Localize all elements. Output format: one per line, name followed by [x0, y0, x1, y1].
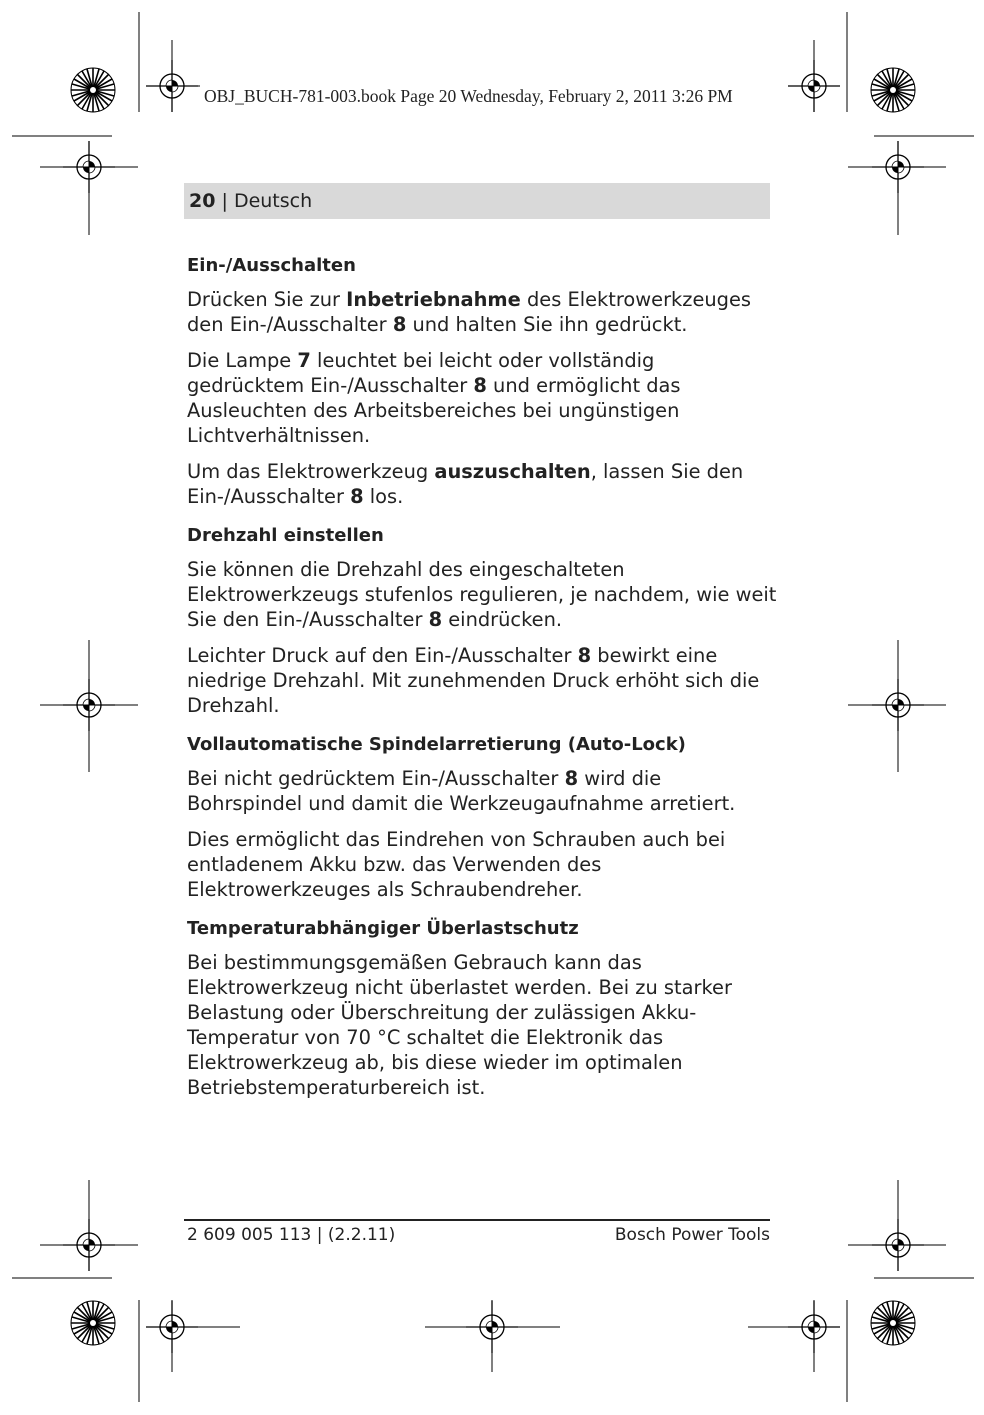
footer-rule [184, 1219, 770, 1221]
body-paragraph [187, 950, 777, 1100]
bold-text: auszuschalten [434, 460, 591, 483]
print-header-line: OBJ_BUCH-781-003.book Page 20 Wednesday, February 2, 2011 3:26 PM [204, 86, 733, 106]
footer-doc-number: 2 609 005 113 | (2.2.11) [187, 1225, 396, 1245]
body-paragraph [187, 348, 777, 448]
text-run: Um das Elektrowerkzeug [187, 460, 435, 483]
bold-text: 8 [350, 485, 364, 508]
section-heading: Temperaturabhängiger Überlastschutz [187, 918, 579, 939]
text-run: los. [363, 485, 404, 508]
text-run: und halten Sie ihn gedrückt. [406, 313, 688, 336]
text-run: des Elektrowerkzeuges den Ein-/Ausschalter [187, 288, 752, 336]
text-run: Bei nicht gedrücktem Ein-/Ausschalter [187, 767, 565, 790]
section [187, 733, 777, 902]
page-separator: | [215, 190, 234, 212]
text-run: Dies ermöglicht das Eindrehen von Schrauben auch bei entladenem Akku bzw. das Verwenden des Elektrowerkzeuges als Schraubendreher. [187, 828, 726, 901]
body-paragraph [187, 643, 777, 718]
text-run: Sie können die Drehzahl des eingeschalteten Elektrowerkzeugs stufenlos regulieren, je nachdem, wie weit Sie den Ein-/Ausschalter [187, 558, 777, 631]
main-content [187, 254, 777, 1115]
text-run: bewirkt eine niedrige Drehzahl. Mit zunehmenden Druck erhöht sich die Drehzahl. [187, 644, 760, 717]
text-run: eindrücken. [442, 608, 563, 631]
text-run: und ermöglicht das Ausleuchten des Arbeitsbereiches bei ungünstigen Lichtverhältnissen. [187, 374, 681, 447]
body-paragraph [187, 827, 777, 902]
text-run: Leichter Druck auf den Ein-/Ausschalter [187, 644, 578, 667]
page-number: 20 [189, 190, 216, 212]
bold-text: 8 [473, 374, 487, 397]
body-paragraph [187, 287, 777, 337]
body-paragraph [187, 557, 777, 632]
bold-text: 8 [564, 767, 579, 790]
page-language: Deutsch [233, 190, 313, 212]
footer-brand: Bosch Power Tools [614, 1225, 770, 1245]
section-heading: Drehzahl einstellen [187, 525, 384, 546]
section-heading: Ein-/Ausschalten [187, 255, 356, 276]
page-header-band [184, 183, 770, 219]
body-paragraph [187, 459, 777, 509]
text-run: , lassen Sie den Ein-/Ausschalter [187, 460, 744, 508]
bold-text: 7 [297, 349, 311, 372]
text-run: leuchtet bei leicht oder vollständig gedrücktem Ein-/Ausschalter [187, 349, 655, 397]
body-paragraph [187, 766, 777, 816]
text-run: Bei bestimmungsgemäßen Gebrauch kann das Elektrowerkzeug nicht überlastet werden. Bei zu starker Belastung oder Überschreitung der zulässigen Akku-Temperatur von 70 °C schaltet die Elektronik das Elektrowerkzeug ab, bis diese wieder im optimalen Betriebstemperaturbereich ist. [187, 951, 732, 1099]
section-heading: Vollautomatische Spindelarretierung (Auto-Lock) [187, 734, 686, 755]
text-run: wird die Bohrspindel und damit die Werkzeugaufnahme arretiert. [187, 767, 736, 815]
text-run: Drücken Sie zur [187, 288, 347, 311]
section [187, 254, 777, 509]
bold-text: 8 [428, 608, 443, 631]
section [187, 524, 777, 718]
bold-text: Inbetriebnahme [346, 288, 521, 311]
bold-text: 8 [577, 644, 592, 667]
page-label [189, 190, 312, 212]
section [187, 917, 777, 1100]
text-run: Die Lampe [187, 349, 298, 372]
bold-text: 8 [392, 313, 407, 336]
